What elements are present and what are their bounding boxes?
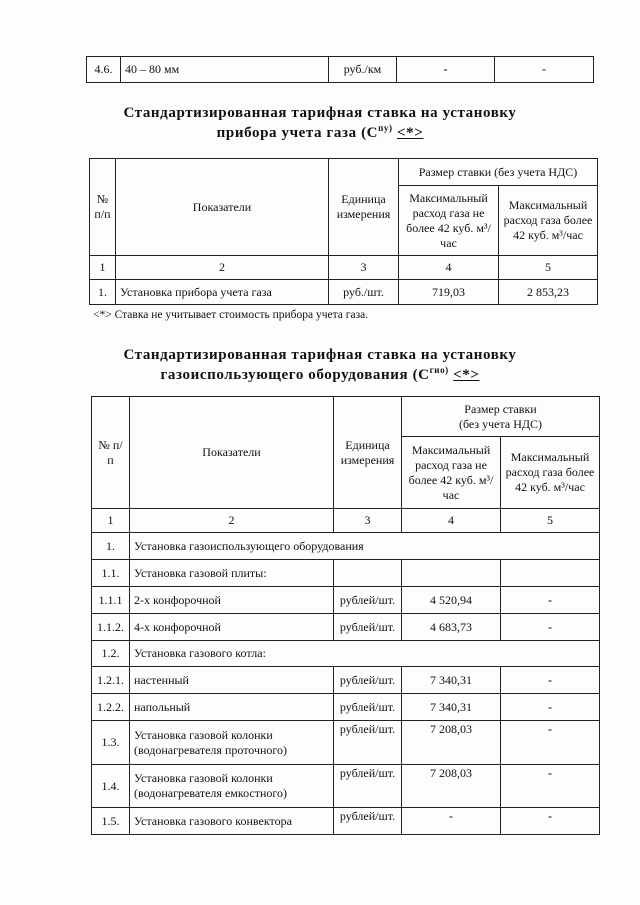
- row-name: 4-х конфорочной: [130, 614, 334, 641]
- row-number: 1.2.: [92, 641, 130, 667]
- row-col4: 7 208,03: [402, 721, 501, 765]
- index-cell: 3: [329, 256, 399, 280]
- row-name: 2-х конфорочной: [130, 587, 334, 614]
- index-cell: 1: [92, 509, 130, 533]
- header-num: № п/п: [90, 159, 116, 256]
- row-name: Установка газоиспользующего оборудования: [130, 533, 600, 560]
- header-name: Показатели: [130, 397, 334, 509]
- index-cell: 2: [116, 256, 329, 280]
- section-title-meter: [0, 104, 640, 143]
- row-col5: -: [501, 721, 600, 765]
- index-cell: 2: [130, 509, 334, 533]
- row-unit: рублей/шт.: [334, 694, 402, 721]
- row-col4: 719,03: [399, 280, 499, 305]
- title-line-2: газоиспользующего оборудования ($С^{гио)}$ <*>: [160, 364, 480, 383]
- title-line-2: прибора учета газа ($С^{пу)}$ <*>: [216, 122, 424, 141]
- row-col5: -: [501, 587, 600, 614]
- row-col4: 7 340,31: [402, 667, 501, 694]
- header-col4: Максимальный расход газа не более 42 куб. м³/час: [402, 437, 501, 509]
- row-name: Установка газовой плиты:: [130, 560, 334, 587]
- row-name: 40 – 80 мм: [121, 57, 329, 83]
- row-col5: -: [501, 808, 600, 835]
- equipment-rate-table: [91, 396, 600, 835]
- header-name: Показатели: [116, 159, 329, 256]
- row-col5: [501, 560, 600, 587]
- row-unit: [334, 560, 402, 587]
- row-unit: рублей/шт.: [334, 765, 402, 808]
- header-col4: Максимальный расход газа не более 42 куб. м³/час: [399, 186, 499, 256]
- row-name: Установка газовой колонки (водонагревателя проточного): [130, 721, 334, 765]
- row-col4: 4 683,73: [402, 614, 501, 641]
- index-cell: 3: [334, 509, 402, 533]
- row-number: 1.: [90, 280, 116, 305]
- index-cell: 1: [90, 256, 116, 280]
- index-cell: 4: [399, 256, 499, 280]
- row-col4: 7 340,31: [402, 694, 501, 721]
- row-name: Установка газового конвектора: [130, 808, 334, 835]
- row-col5: -: [501, 765, 600, 808]
- row-number: 1.4.: [92, 765, 130, 808]
- row-col5: -: [501, 667, 600, 694]
- row-col4: [402, 560, 501, 587]
- row-col5: -: [501, 694, 600, 721]
- index-cell: 4: [402, 509, 501, 533]
- row-col4: -: [397, 57, 495, 83]
- row-number: 1.2.2.: [92, 694, 130, 721]
- row-name: настенный: [130, 667, 334, 694]
- header-unit: Единица измерения: [329, 159, 399, 256]
- row-col5: -: [495, 57, 594, 83]
- title-line-1: Стандартизированная тарифная ставка на установку: [123, 347, 517, 363]
- row-number: 1.1.1: [92, 587, 130, 614]
- header-col5: Максимальный расход газа более 42 куб. м³/час: [501, 437, 600, 509]
- header-rate: Размер ставки (без учета НДС): [402, 397, 600, 437]
- row-col4: -: [402, 808, 501, 835]
- row-number: 1.3.: [92, 721, 130, 765]
- index-cell: 5: [499, 256, 598, 280]
- header-unit: Единица измерения: [334, 397, 402, 509]
- row-col5: 2 853,23: [499, 280, 598, 305]
- row-col4: 4 520,94: [402, 587, 501, 614]
- section-title-equipment: [0, 346, 640, 385]
- row-name: Установка газового котла:: [130, 641, 600, 667]
- row-name: Установка прибора учета газа: [116, 280, 329, 305]
- row-unit: рублей/шт.: [334, 808, 402, 835]
- title-line-1: Стандартизированная тарифная ставка на установку: [123, 105, 517, 121]
- header-col5: Максимальный расход газа более 42 куб. м³/час: [499, 186, 598, 256]
- row-unit: руб./км: [329, 57, 397, 83]
- row-number: 1.1.: [92, 560, 130, 587]
- meter-rate-table: [89, 158, 598, 305]
- row-number: 1.2.1.: [92, 667, 130, 694]
- row-col4: 7 208,03: [402, 765, 501, 808]
- row-unit: рублей/шт.: [334, 721, 402, 765]
- row-name: Установка газовой колонки (водонагревателя емкостного): [130, 765, 334, 808]
- row-number: 1.1.2.: [92, 614, 130, 641]
- row-unit: рублей/шт.: [334, 614, 402, 641]
- index-cell: 5: [501, 509, 600, 533]
- row-name: напольный: [130, 694, 334, 721]
- row-unit: рублей/шт.: [334, 667, 402, 694]
- row-unit: руб./шт.: [329, 280, 399, 305]
- row-number: 1.5.: [92, 808, 130, 835]
- row-number: 4.6.: [87, 57, 121, 83]
- row-number: 1.: [92, 533, 130, 560]
- footnote: <*> Ставка не учитывает стоимость прибора учета газа.: [93, 309, 369, 321]
- top-fragment-table: [86, 56, 594, 83]
- row-unit: рублей/шт.: [334, 587, 402, 614]
- header-num: № п/п: [92, 397, 130, 509]
- header-rate: Размер ставки (без учета НДС): [399, 159, 598, 186]
- row-col5: -: [501, 614, 600, 641]
